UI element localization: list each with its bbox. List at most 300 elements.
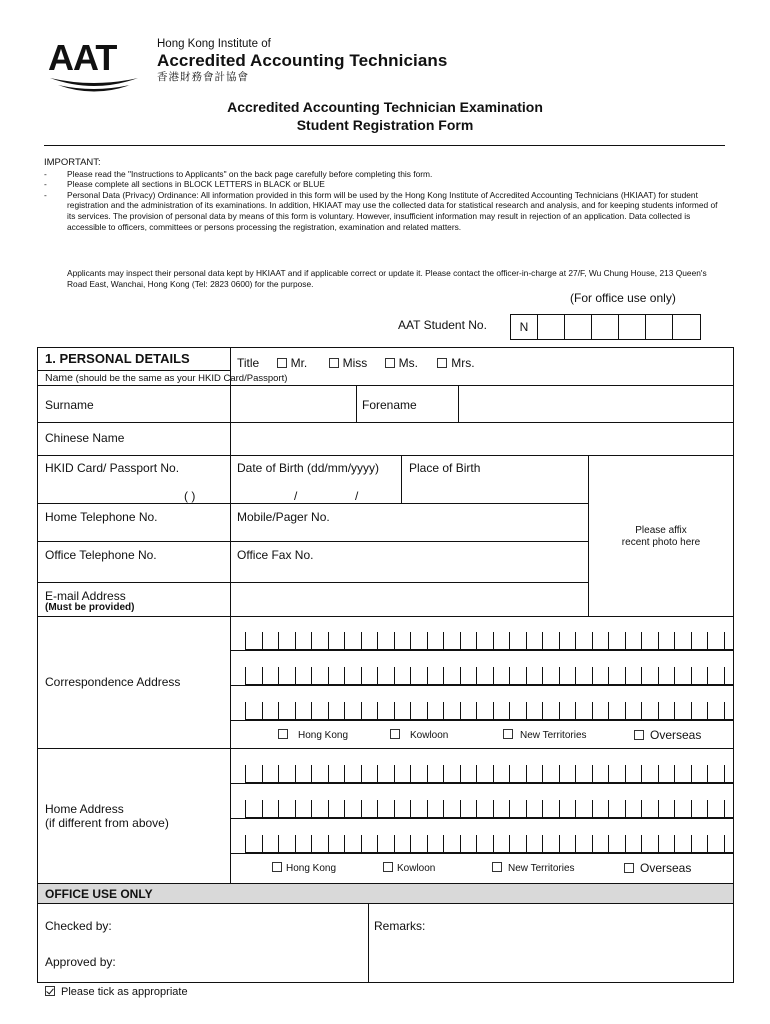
- letter-box-divider: [460, 632, 461, 650]
- letter-box-divider: [443, 800, 444, 818]
- letter-box-divider: [295, 765, 296, 783]
- letter-box-divider: [509, 702, 510, 720]
- letter-box-divider: [724, 667, 725, 685]
- letter-box-divider: [493, 800, 494, 818]
- grid-line: [37, 616, 734, 617]
- name-note-detail: (should be the same as your HKID Card/Passport): [73, 373, 288, 384]
- form-title-line-1: Accredited Accounting Technician Examination: [227, 99, 543, 115]
- letter-box-divider: [460, 702, 461, 720]
- title-label: Title: [237, 356, 260, 370]
- title-option-mrs[interactable]: [437, 356, 474, 370]
- letter-box-divider: [328, 632, 329, 650]
- letter-box-divider: [460, 800, 461, 818]
- letter-box-divider: [410, 835, 411, 853]
- note-text: Please complete all sections in BLOCK LETTERS in BLACK or BLUE: [67, 179, 325, 190]
- letter-box-divider: [542, 632, 543, 650]
- region-option-overseas[interactable]: [634, 728, 701, 742]
- letter-box-divider: [377, 835, 378, 853]
- region-option-kowloon[interactable]: [390, 729, 448, 743]
- letter-box-baseline: [245, 782, 733, 783]
- letter-box-divider: [410, 800, 411, 818]
- letter-box-divider: [658, 835, 659, 853]
- letter-boxes[interactable]: [245, 632, 733, 650]
- letter-box-divider: [295, 800, 296, 818]
- dob-slash: /: [294, 489, 298, 503]
- letter-box-divider: [575, 800, 576, 818]
- logo-swoosh: [50, 78, 138, 86]
- home-address-label: Home Address: [45, 802, 124, 816]
- important-notes: [44, 158, 724, 232]
- letter-box-divider: [460, 835, 461, 853]
- letter-boxes[interactable]: [245, 702, 733, 720]
- letter-box-divider: [592, 667, 593, 685]
- home-region-option-kowloon[interactable]: [383, 862, 435, 876]
- letter-boxes[interactable]: [245, 800, 733, 818]
- logo-text: AAT: [48, 37, 117, 78]
- student-no-digit[interactable]: [619, 315, 646, 339]
- letter-box-divider: [311, 632, 312, 650]
- letter-box-divider: [476, 702, 477, 720]
- letter-box-divider: [509, 835, 510, 853]
- letter-box-divider: [592, 632, 593, 650]
- letter-box-divider: [262, 632, 263, 650]
- letter-box-divider: [344, 632, 345, 650]
- photo-note-2: recent photo here: [621, 537, 701, 548]
- letter-box-divider: [542, 835, 543, 853]
- letter-box-divider: [476, 667, 477, 685]
- email-note: (Must be provided): [45, 602, 135, 613]
- student-no-label: AAT Student No.: [398, 318, 487, 332]
- grid-line: [230, 720, 734, 721]
- letter-box-divider: [542, 800, 543, 818]
- letter-box-divider: [427, 702, 428, 720]
- letter-box-divider: [542, 667, 543, 685]
- letter-box-divider: [361, 835, 362, 853]
- email-label: E-mail Address: [45, 589, 126, 603]
- letter-box-divider: [691, 800, 692, 818]
- letter-box-divider: [658, 765, 659, 783]
- letter-box-divider: [691, 632, 692, 650]
- org-line-1: Hong Kong Institute of: [157, 38, 271, 50]
- letter-box-divider: [245, 632, 246, 650]
- letter-box-divider: [559, 835, 560, 853]
- letter-box-divider: [361, 800, 362, 818]
- letter-box-divider: [641, 765, 642, 783]
- letter-box-divider: [493, 765, 494, 783]
- grid-line: [230, 818, 734, 819]
- letter-box-divider: [674, 765, 675, 783]
- student-no-digit[interactable]: [592, 315, 619, 339]
- org-line-3-chinese: 香港財務會計協會: [157, 71, 249, 83]
- letter-box-divider: [278, 702, 279, 720]
- letter-box-divider: [526, 835, 527, 853]
- letter-box-divider: [526, 800, 527, 818]
- letter-box-divider: [707, 702, 708, 720]
- surname-label: Surname: [45, 398, 94, 412]
- title-mrs-label: Mrs.: [451, 356, 475, 370]
- letter-box-divider: [674, 667, 675, 685]
- grid-line: [230, 783, 734, 784]
- letter-box-divider: [443, 632, 444, 650]
- forename-input[interactable]: [459, 386, 733, 422]
- note-item: - Please complete all sections in BLOCK LETTERS in BLACK or BLUE: [44, 179, 325, 190]
- letter-box-divider: [658, 800, 659, 818]
- letter-box-divider: [575, 765, 576, 783]
- letter-box-divider: [427, 632, 428, 650]
- letter-box-divider: [625, 632, 626, 650]
- note-item: - Please read the "Instructions to Applicants" on the back page carefully before completing this form.: [44, 168, 433, 179]
- letter-box-divider: [262, 800, 263, 818]
- region-label: Overseas: [650, 728, 702, 742]
- letter-box-divider: [443, 765, 444, 783]
- letter-box-divider: [377, 702, 378, 720]
- letter-box-divider: [625, 702, 626, 720]
- aat-logo: [46, 36, 142, 98]
- tick-note-text: Please tick as appropriate: [61, 986, 188, 998]
- letter-box-divider: [493, 702, 494, 720]
- letter-box-divider: [691, 765, 692, 783]
- grid-line: [230, 685, 734, 686]
- pob-label: Place of Birth: [409, 461, 481, 475]
- title-option-ms[interactable]: [385, 356, 418, 370]
- header-divider: [44, 145, 725, 146]
- letter-box-divider: [658, 702, 659, 720]
- grid-line: [37, 370, 230, 371]
- letter-box-divider: [278, 667, 279, 685]
- letter-box-divider: [707, 667, 708, 685]
- letter-box-divider: [295, 667, 296, 685]
- letter-box-divider: [724, 765, 725, 783]
- letter-box-divider: [641, 835, 642, 853]
- tick-note: [45, 986, 188, 998]
- student-no-digit[interactable]: [538, 315, 565, 339]
- letter-box-divider: [328, 765, 329, 783]
- student-no-digit[interactable]: [565, 315, 592, 339]
- name-note: [45, 372, 287, 385]
- grid-line: [37, 903, 734, 904]
- office-use-note: (For office use only): [570, 291, 676, 305]
- region-label: Kowloon: [397, 863, 436, 874]
- home-address-note: (if different from above): [45, 816, 169, 830]
- letter-box-divider: [476, 835, 477, 853]
- letter-box-divider: [278, 800, 279, 818]
- letter-box-divider: [625, 765, 626, 783]
- letter-boxes[interactable]: [245, 667, 733, 685]
- surname-input[interactable]: [231, 386, 356, 422]
- letter-box-divider: [707, 800, 708, 818]
- form-title-line-2: Student Registration Form: [296, 117, 474, 133]
- letter-box-divider: [608, 702, 609, 720]
- checkbox-icon[interactable]: [503, 729, 513, 739]
- letter-box-divider: [328, 667, 329, 685]
- letter-box-divider: [394, 702, 395, 720]
- letter-box-divider: [361, 632, 362, 650]
- letter-box-divider: [509, 800, 510, 818]
- letter-boxes[interactable]: [245, 765, 733, 783]
- letter-box-divider: [394, 800, 395, 818]
- letter-box-divider: [344, 800, 345, 818]
- letter-box-divider: [674, 835, 675, 853]
- letter-box-divider: [344, 702, 345, 720]
- letter-box-divider: [559, 667, 560, 685]
- letter-box-divider: [427, 800, 428, 818]
- grid-line: [401, 455, 402, 503]
- photo-note-1: Please affix: [635, 525, 687, 536]
- letter-box-divider: [641, 632, 642, 650]
- applicants-note: Applicants may inspect their personal data kept by HKIAAT and if applicable correct or update it. Please contact the officer-in-charge at 27/F, Wu Chung House, 213 Queen's Road East, Wanchai, Hong Kong (Tel: 2823 0600) for the purpose.: [67, 268, 707, 289]
- letter-box-divider: [658, 632, 659, 650]
- letter-box-divider: [427, 765, 428, 783]
- letter-box-divider: [493, 632, 494, 650]
- home-region-option-overseas[interactable]: [624, 861, 691, 875]
- letter-box-divider: [559, 702, 560, 720]
- letter-box-divider: [394, 667, 395, 685]
- chinese-name-label: Chinese Name: [45, 431, 125, 445]
- checked-by-label: Checked by:: [45, 919, 112, 933]
- letter-box-divider: [608, 765, 609, 783]
- grid-line: [37, 883, 734, 884]
- letter-box-divider: [724, 800, 725, 818]
- letter-box-divider: [344, 667, 345, 685]
- letter-box-divider: [394, 835, 395, 853]
- letter-box-divider: [295, 835, 296, 853]
- letter-box-divider: [311, 765, 312, 783]
- office-use-heading: OFFICE USE ONLY: [45, 887, 153, 901]
- letter-box-divider: [526, 632, 527, 650]
- checkbox-icon[interactable]: [385, 358, 395, 368]
- letter-box-divider: [674, 702, 675, 720]
- letter-box-divider: [691, 702, 692, 720]
- office-fax-label: Office Fax No.: [237, 548, 314, 562]
- letter-box-divider: [707, 632, 708, 650]
- letter-box-divider: [641, 667, 642, 685]
- letter-box-divider: [526, 765, 527, 783]
- letter-box-divider: [410, 667, 411, 685]
- letter-box-divider: [575, 667, 576, 685]
- letter-box-divider: [608, 667, 609, 685]
- note-text: Personal Data (Privacy) Ordinance: All information provided in this form will be used by the Hong Kong Institute of Accredited Accounting Technicians (HKIAAT) for student registration and the administration of its examinations. In addition, HKIAAT may use the collected data for statistical research and analysis, and for keeping students informed of its services. The provision of personal data by means of this form is voluntary. However, insufficient information may result in rejection of an application. Data collected is accessible to officers, committees or persons processing the registration, examination and related matters.: [67, 189, 718, 232]
- letter-box-divider: [278, 765, 279, 783]
- letter-box-divider: [443, 702, 444, 720]
- checkbox-icon[interactable]: [492, 862, 502, 872]
- student-no-digit[interactable]: [673, 315, 700, 339]
- letter-box-divider: [641, 800, 642, 818]
- region-label: Hong Kong: [286, 863, 337, 874]
- letter-box-divider: [526, 702, 527, 720]
- region-label: New Territories: [520, 730, 587, 741]
- letter-box-divider: [245, 765, 246, 783]
- letter-box-divider: [278, 632, 279, 650]
- letter-box-divider: [592, 835, 593, 853]
- checkbox-icon[interactable]: [278, 729, 288, 739]
- checked-box-icon: [45, 986, 55, 996]
- title-option-mr[interactable]: [277, 356, 308, 370]
- letter-box-divider: [410, 632, 411, 650]
- hkid-check-digit: ( ): [184, 489, 196, 503]
- letter-box-divider: [278, 835, 279, 853]
- letter-box-divider: [361, 667, 362, 685]
- letter-box-divider: [328, 800, 329, 818]
- checkbox-icon[interactable]: [624, 863, 634, 873]
- letter-box-divider: [559, 765, 560, 783]
- letter-box-divider: [377, 632, 378, 650]
- letter-box-divider: [245, 667, 246, 685]
- letter-box-divider: [245, 800, 246, 818]
- letter-box-divider: [542, 702, 543, 720]
- letter-box-divider: [526, 667, 527, 685]
- letter-box-divider: [509, 632, 510, 650]
- letter-box-divider: [427, 835, 428, 853]
- letter-box-divider: [344, 765, 345, 783]
- title-ms-label: Ms.: [398, 356, 418, 370]
- letter-box-divider: [328, 702, 329, 720]
- letter-box-divider: [344, 835, 345, 853]
- letter-box-divider: [592, 765, 593, 783]
- letter-box-divider: [509, 765, 510, 783]
- dob-label: Date of Birth (dd/mm/yyyy): [237, 461, 380, 475]
- letter-box-baseline: [245, 719, 733, 720]
- grid-line: [368, 903, 369, 983]
- letter-box-baseline: [245, 649, 733, 650]
- important-heading: IMPORTANT:: [44, 157, 101, 168]
- student-no-prefix: N: [511, 315, 538, 339]
- mobile-label: Mobile/Pager No.: [237, 510, 330, 524]
- home-region-option-new-territories[interactable]: [492, 862, 575, 876]
- email-input[interactable]: [231, 583, 587, 616]
- letter-box-divider: [575, 835, 576, 853]
- student-no-digit[interactable]: [646, 315, 673, 339]
- letter-box-divider: [608, 632, 609, 650]
- letter-box-divider: [311, 800, 312, 818]
- student-no-boxes[interactable]: [510, 314, 701, 340]
- region-label: Overseas: [640, 861, 692, 875]
- letter-box-divider: [493, 835, 494, 853]
- title-option-miss[interactable]: [329, 356, 368, 370]
- letter-box-divider: [542, 765, 543, 783]
- letter-box-divider: [262, 765, 263, 783]
- letter-box-divider: [377, 667, 378, 685]
- letter-box-divider: [691, 667, 692, 685]
- letter-box-divider: [476, 632, 477, 650]
- letter-box-divider: [641, 702, 642, 720]
- letter-box-divider: [509, 667, 510, 685]
- letter-box-divider: [394, 632, 395, 650]
- home-tel-label: Home Telephone No.: [45, 510, 158, 524]
- checkbox-icon[interactable]: [272, 862, 282, 872]
- letter-box-baseline: [245, 852, 733, 853]
- letter-box-divider: [443, 667, 444, 685]
- letter-box-divider: [625, 835, 626, 853]
- letter-box-divider: [295, 632, 296, 650]
- home-region-option-hong-kong[interactable]: [272, 862, 336, 876]
- note-text: Please read the "Instructions to Applicants" on the back page carefully before completing this form.: [67, 168, 433, 179]
- letter-box-divider: [328, 835, 329, 853]
- letter-box-divider: [592, 800, 593, 818]
- letter-box-divider: [476, 800, 477, 818]
- correspondence-address-label: Correspondence Address: [45, 675, 181, 689]
- letter-box-divider: [674, 632, 675, 650]
- region-label: Hong Kong: [298, 730, 349, 741]
- approved-by-label: Approved by:: [45, 955, 116, 969]
- org-line-2: Accredited Accounting Technicians: [157, 51, 448, 70]
- letter-box-divider: [311, 835, 312, 853]
- letter-box-divider: [361, 765, 362, 783]
- forename-label: Forename: [362, 398, 417, 412]
- letter-box-divider: [262, 835, 263, 853]
- grid-line: [37, 503, 588, 504]
- letter-boxes[interactable]: [245, 835, 733, 853]
- letter-box-baseline: [245, 817, 733, 818]
- letter-box-divider: [311, 667, 312, 685]
- grid-line: [37, 541, 588, 542]
- letter-box-divider: [427, 667, 428, 685]
- dob-slash: /: [355, 489, 359, 503]
- office-tel-label: Office Telephone No.: [45, 548, 157, 562]
- checkbox-icon[interactable]: [329, 358, 339, 368]
- letter-box-divider: [608, 835, 609, 853]
- letter-box-divider: [410, 702, 411, 720]
- letter-box-divider: [608, 800, 609, 818]
- grid-line: [230, 650, 734, 651]
- grid-line: [37, 748, 734, 749]
- checkbox-icon[interactable]: [390, 729, 400, 739]
- checkbox-icon[interactable]: [277, 358, 287, 368]
- remarks-label: Remarks:: [374, 919, 426, 933]
- letter-box-divider: [493, 667, 494, 685]
- letter-box-divider: [724, 632, 725, 650]
- title-miss-label: Miss: [342, 356, 368, 370]
- letter-box-divider: [575, 702, 576, 720]
- letter-box-divider: [262, 667, 263, 685]
- chinese-name-input[interactable]: [231, 423, 733, 455]
- letter-box-divider: [245, 835, 246, 853]
- letter-box-divider: [476, 765, 477, 783]
- title-mr-label: Mr.: [290, 356, 308, 370]
- letter-box-divider: [394, 765, 395, 783]
- letter-box-divider: [377, 765, 378, 783]
- section-heading: 1. PERSONAL DETAILS: [45, 351, 190, 366]
- checkbox-icon[interactable]: [383, 862, 393, 872]
- letter-box-divider: [625, 800, 626, 818]
- letter-box-baseline: [245, 684, 733, 685]
- region-label: Kowloon: [410, 730, 449, 741]
- grid-line: [230, 853, 734, 854]
- letter-box-divider: [311, 702, 312, 720]
- letter-box-divider: [559, 632, 560, 650]
- letter-box-divider: [262, 702, 263, 720]
- letter-box-divider: [460, 765, 461, 783]
- letter-box-divider: [559, 800, 560, 818]
- letter-box-divider: [245, 702, 246, 720]
- region-option-new-territories[interactable]: [503, 729, 587, 743]
- letter-box-divider: [674, 800, 675, 818]
- letter-box-divider: [691, 835, 692, 853]
- letter-box-divider: [295, 702, 296, 720]
- letter-box-divider: [625, 667, 626, 685]
- checkbox-icon[interactable]: [634, 730, 644, 740]
- letter-box-divider: [377, 800, 378, 818]
- name-note-label: Name: [45, 372, 74, 384]
- checkbox-icon[interactable]: [437, 358, 447, 368]
- note-item: - Personal Data (Privacy) Ordinance: All information provided in this form will be used by the Hong Kong Institute of Accredited Accounting Technicians (HKIAAT) for student registration and the administration of its examinations. In addition, HKIAAT may use the collected data for statistical research and analysis, and for keeping students informed of its services. The provision of personal data by means of this form is voluntary. However, insufficient information may result in rejection of an application. Data collected is accessible to officers, committees or persons processing the registration, examination and related matters.: [44, 189, 718, 232]
- hkid-label: HKID Card/ Passport No.: [45, 461, 180, 475]
- region-label: New Territories: [508, 863, 575, 874]
- grid-line: [356, 385, 357, 422]
- region-option-hong-kong[interactable]: [278, 729, 348, 743]
- letter-box-divider: [575, 632, 576, 650]
- title-row: [237, 356, 475, 370]
- letter-box-divider: [410, 765, 411, 783]
